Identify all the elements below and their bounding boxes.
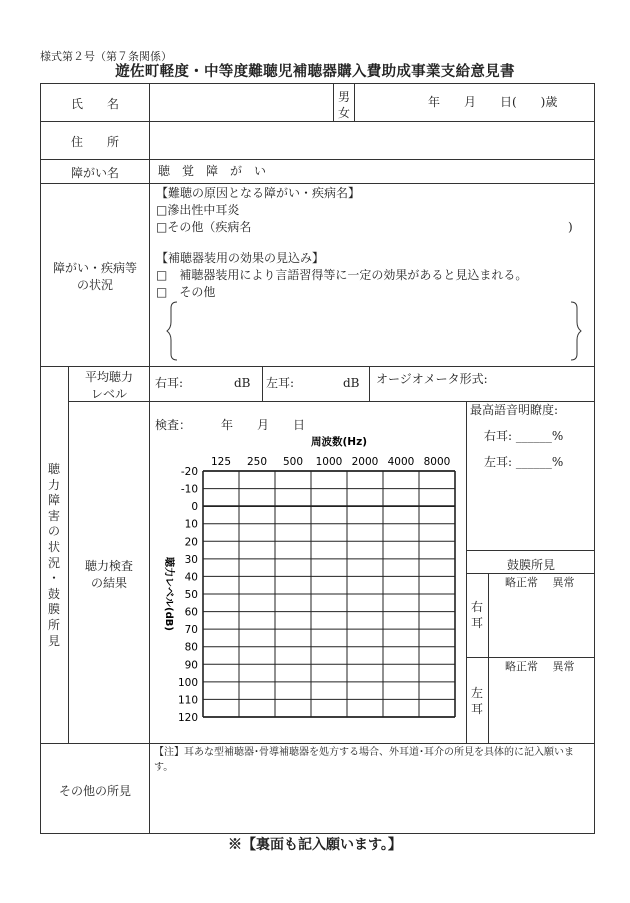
table-border-right (594, 83, 595, 834)
address-field[interactable] (150, 122, 594, 159)
column-divider (354, 83, 355, 121)
level-tick-label: 80 (184, 641, 198, 654)
cause-option-otitis[interactable]: □滲出性中耳炎 (156, 203, 240, 217)
level-tick-label: 60 (184, 606, 198, 619)
effect-option-other[interactable]: □ その他 (156, 285, 216, 299)
audiogram-title: 周波数(Hz) (311, 436, 367, 448)
level-tick-label: 0 (191, 501, 198, 514)
level-tick-label: 10 (184, 518, 198, 531)
other-findings-label: その他の所見 (58, 784, 131, 798)
effect-option-expected[interactable]: □ 補聴器装用により言語習得等に一定の効果があると見込まれる。 (156, 268, 528, 282)
audiometer-type-label: オージオメータ形式: (376, 372, 488, 386)
left-ear-db-unit: dB (343, 376, 360, 390)
frequency-tick-label: 125 (210, 456, 232, 468)
level-tick-label: 40 (184, 571, 198, 584)
footer-note: ※【裏面も記入願います。】 (228, 837, 402, 853)
eardrum-right-options[interactable]: 略正常 異常 (505, 576, 575, 589)
level-tick-label: 100 (177, 676, 198, 689)
name-field[interactable] (150, 84, 333, 121)
row-divider (40, 159, 595, 160)
hearing-section-label: 聴 力 障 害 の 状 況 ・ 鼓 膜 所 見 (47, 462, 60, 648)
sex-male-label[interactable]: 男 (337, 90, 350, 104)
eardrum-right-ear-label: 右 耳 (470, 600, 483, 630)
level-tick-label: 90 (184, 659, 198, 672)
column-divider (488, 573, 489, 744)
frequency-tick-label: 250 (246, 456, 268, 468)
cause-option-other[interactable]: □その他（疾病名 (156, 220, 252, 234)
effect-heading: 【補聴器装用の効果の見込み】 (156, 251, 325, 265)
column-divider (369, 366, 370, 402)
audiogram-y-label: 聴力レベル(dB) (163, 557, 174, 631)
eardrum-label: 鼓膜所見 (506, 558, 555, 572)
column-divider (262, 366, 263, 402)
right-ear-db-unit: dB (234, 376, 251, 390)
right-ear-average-label: 右耳: (155, 376, 184, 390)
other-detail-field[interactable] (180, 305, 570, 355)
row-divider (466, 657, 595, 658)
frequency-tick-label: 2000 (351, 456, 379, 468)
status-label-line2: の状況 (76, 278, 113, 292)
birth-date-field[interactable]: 年 月 日( )歳 (428, 95, 558, 109)
row-divider (466, 550, 595, 551)
row-divider (40, 743, 595, 744)
eardrum-left-options[interactable]: 略正常 異常 (505, 660, 575, 673)
level-tick-label: 20 (184, 536, 198, 549)
sex-female-label[interactable]: 女 (337, 106, 350, 120)
row-divider (40, 366, 595, 367)
status-label: 障がい・疾病等 (52, 261, 137, 275)
level-tick-label: 70 (184, 624, 198, 637)
level-tick-label: -10 (180, 483, 198, 496)
audiogram-chart (150, 431, 466, 731)
level-tick-label: 120 (177, 712, 198, 724)
name-label: 氏 名 (70, 97, 119, 111)
cause-other-close-paren: ) (568, 220, 573, 234)
disability-name-value: 聴 覚 障 が い (158, 164, 267, 178)
frequency-tick-label: 500 (282, 456, 304, 468)
max-speech-label: 最高語音明瞭度: (470, 403, 559, 417)
average-hearing-label-line2: レベル (90, 387, 127, 401)
other-findings-field[interactable] (150, 775, 594, 833)
eardrum-left-ear-label: 左 耳 (470, 686, 483, 716)
cause-heading: 【難聴の原因となる障がい・疾病名】 (156, 186, 361, 200)
level-tick-label: 110 (177, 694, 198, 707)
frequency-tick-label: 4000 (387, 456, 415, 468)
form-number: 様式第２号（第７条関係） (40, 50, 172, 63)
left-ear-average-label: 左耳: (266, 376, 295, 390)
hearing-test-label-line2: の結果 (90, 576, 127, 590)
right-ear-speech[interactable]: 右耳: ______% (484, 429, 564, 443)
frequency-tick-label: 8000 (423, 456, 451, 468)
average-hearing-label: 平均聴力 (84, 370, 133, 384)
level-tick-label: 50 (184, 589, 198, 601)
row-divider (40, 183, 595, 184)
frequency-tick-label: 1000 (315, 456, 343, 468)
level-tick-label: 30 (184, 553, 198, 566)
column-divider (68, 366, 69, 744)
left-ear-speech[interactable]: 左耳: ______% (484, 455, 564, 469)
page-title: 遊佐町軽度・中等度難聴児補聴器購入費助成事業支給意見書 (115, 63, 515, 80)
level-tick-label: -20 (180, 466, 198, 478)
address-label: 住 所 (70, 135, 119, 149)
hearing-test-label: 聴力検査 (84, 559, 133, 573)
row-divider (466, 573, 595, 574)
disability-name-label: 障がい名 (70, 166, 119, 180)
table-border-left (40, 83, 41, 834)
other-findings-note: 【注】耳あな型補聴器･骨導補聴器を処方する場合、外耳道･耳介の所見を具体的に記入願います。 (154, 747, 574, 773)
exam-date[interactable]: 検査： 年 月 日 (155, 418, 306, 432)
